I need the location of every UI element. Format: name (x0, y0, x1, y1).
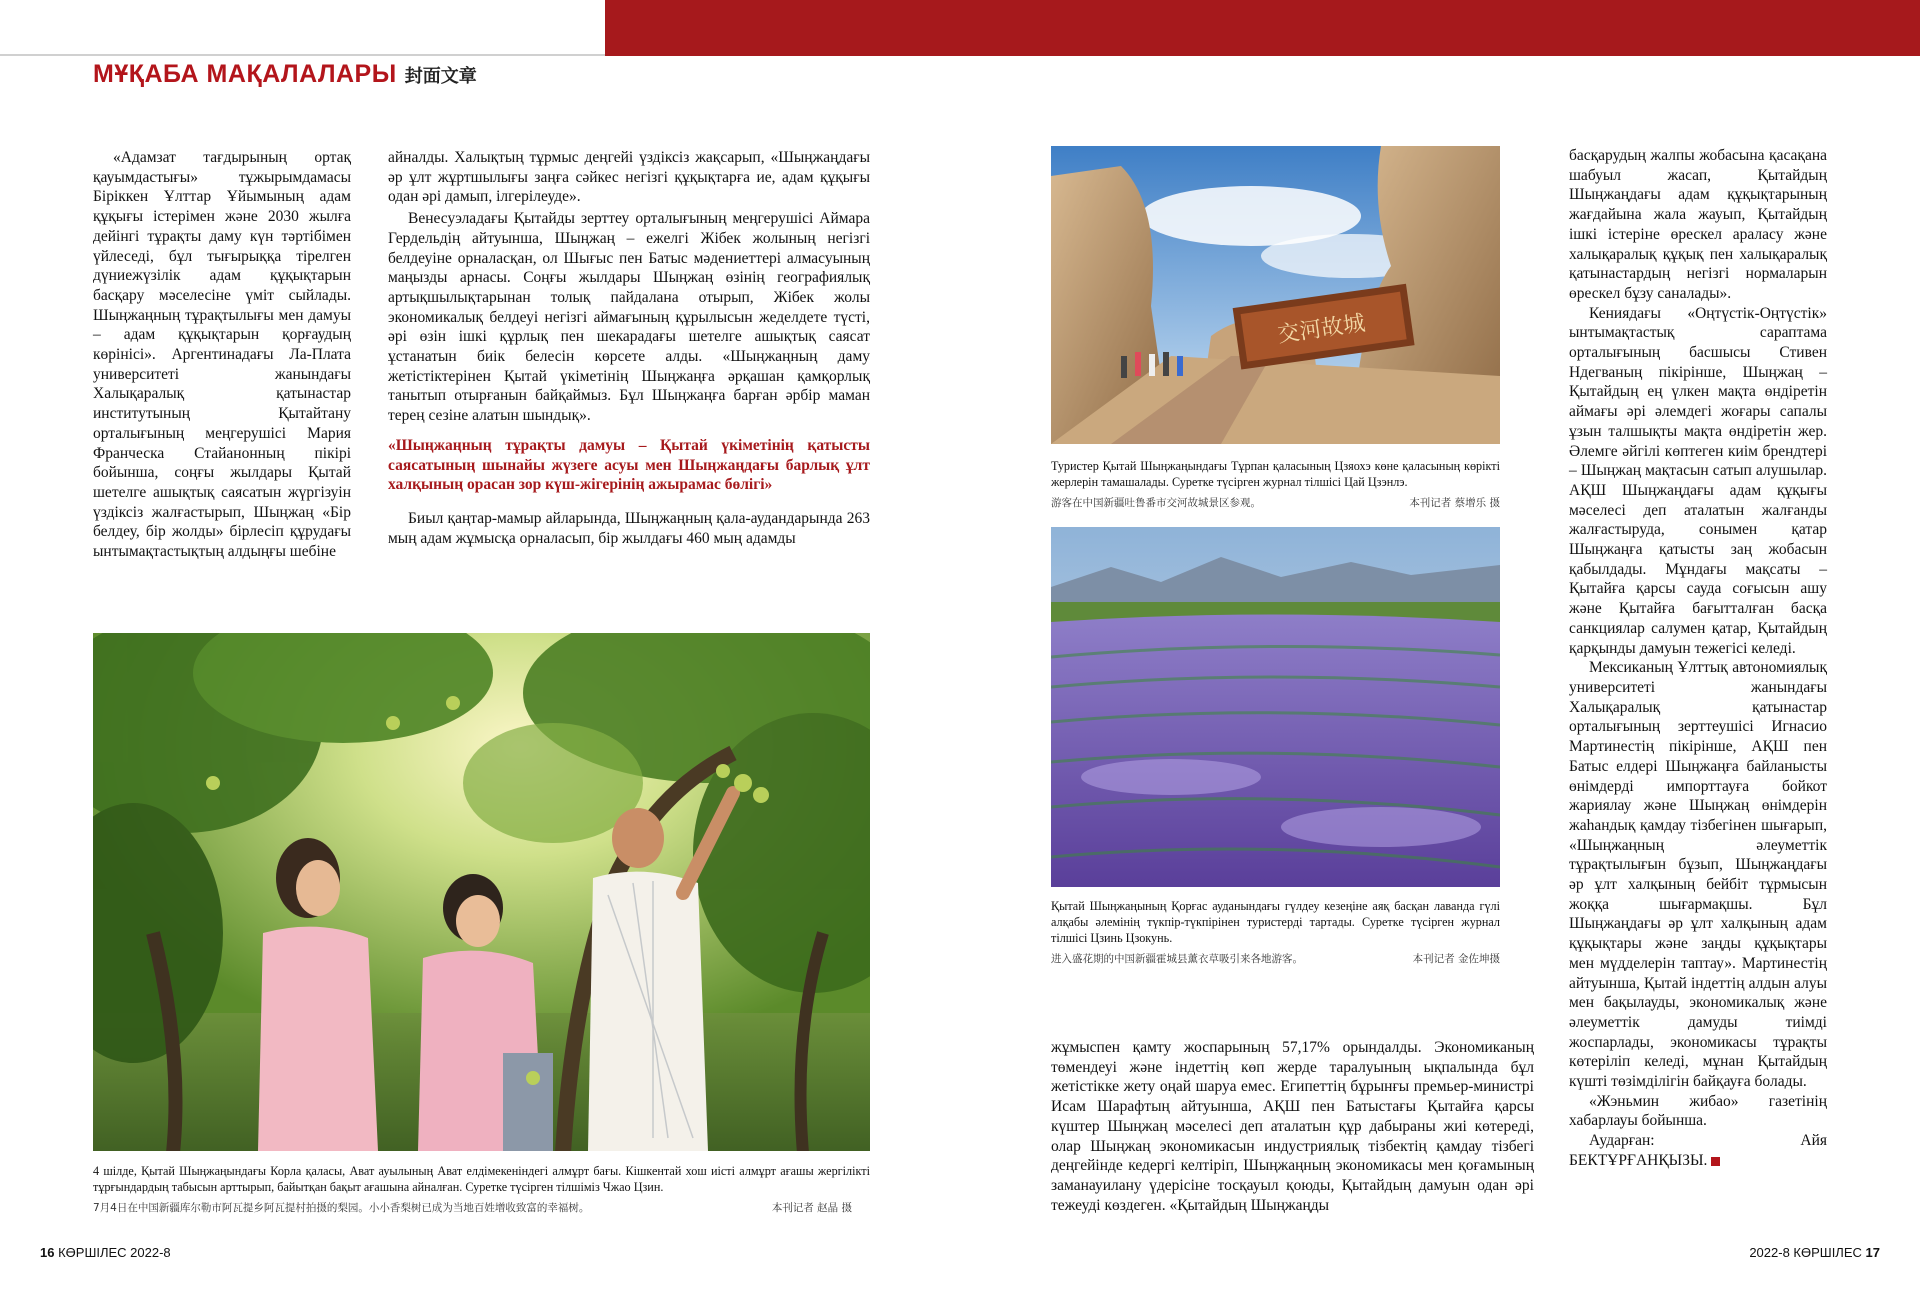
right-bottom-column (1051, 1038, 1534, 1215)
lavender-caption-zh-row (1051, 951, 1500, 967)
canyon-photo (1051, 146, 1500, 444)
lavender-photo (1051, 527, 1500, 887)
orchard-credit-zh: 本刊记者 赵晶 摄 (771, 1202, 852, 1214)
paragraph: Биыл қаңтар-мамыр айларында, Шыңжаңның қала-аудандарында 263 мың адам жұмысқа орналасып, бір жылдағы 460 мың адамды (388, 509, 870, 547)
canyon-caption-text: Туристер Қытай Шыңжаңындағы Тұрпан қаласының Цзяохэ көне қаласының көрікті жерлерін тамашалады. Суретке түсірген журнал тілшісі Цай Цзэнлэ. (1051, 459, 1500, 489)
lavender-credit-zh: 本刊记者 金佐坤摄 (1412, 953, 1500, 965)
orchard-photo (93, 633, 870, 1151)
right-folio (1749, 1245, 1880, 1260)
canyon-caption-zh: 游客在中国新疆吐鲁番市交河故城景区参观。 (1051, 497, 1261, 509)
orchard-caption-zh-row (93, 1200, 870, 1216)
header-red-band (605, 0, 1920, 56)
canyon-sign-text: 交河故城 (1276, 310, 1367, 348)
paragraph: «Адамзат тағдырының ортақ қауымдастығы» тұжырымдамасы Біріккен Ұлттар Ұйымының адам құқығы істерімен және 2030 жылға дейінгі тұрақты даму күн тәртібімен үйлеседі, бұл тығырыққа тірелген дүниежүзілік адам құқықтарын басқару мәселесіне үміт сыйлады. Шыңжаңның тұрақтылығы мен дамуы – адам құқықтарын қорғаудың көрінісі». Аргентинадағы Ла-Плата университеті жанындағы Халықаралық қатынастар институтының Қытайтану орталығының меңгерушісі Мария Франческа Стайанонның пікірі бойынша, соңғы жылдары Қытай шетелге ашықтық саясатын жүргізуін үздіксіз жалғастырып, Шыңжаң «Бір белдеу, бір жолды» бірлесіп құрудағы ынтымақтастықтың алдыңғы шебіне (93, 149, 351, 561)
section-header (93, 60, 477, 89)
end-mark (1711, 1157, 1720, 1166)
paragraph: басқарудың жалпы жобасына қасақана шабуыл жасап, Қытайдың Шыңжаңдағы адам құқықтарының жағдайына жала жауып, Қытайдың ішкі істеріне өрескел араласу және халықаралық құқық пен халықаралық қатынастардың негізгі нормаларын өрескел бұзу саналады». (1569, 147, 1827, 302)
left-magazine-issue: КӨРШІЛЕС 2022-8 (58, 1245, 171, 1260)
lavender-caption-text: Қытай Шыңжаңының Қорғас ауданындағы гүлдеу кезеңіне аяқ басқан лаванда гүлі алқабы әлемінің түкпір-түкпірінен туристерді тартады. Суретке түсірген журнал тілшісі Цзинь Цзокунь. (1051, 899, 1500, 945)
left-page-number: 16 (40, 1245, 55, 1260)
orchard-caption (93, 1163, 870, 1216)
lavender-caption (1051, 898, 1500, 967)
section-title: МҰҚАБА МАҚАЛАЛАРЫ (93, 60, 397, 88)
pull-quote: «Шыңжаңның тұрақты дамуы – Қытай үкіметінің қатысты саясатының шынайы жүзеге асуы мен Шыңжаңдағы барлық ұлт халқының орасан зор күш-жігерінің ажырамас бөлігі» (388, 436, 870, 494)
paragraph: Кениядағы «Оңтүстік-Оңтүстік» ынтымақтастық сараптама орталығының басшысы Стивен Ндегваның пікірінше, Шыңжаң – Қытайдың ең үлкен мақта өндіретін аймағы әрі әлемдегі жоғары сапалы ұзын талшықты мақта өндіретін жер. Әлемге әйгілі көптеген киім брендтері – Шыңжаң мақтасын сатып алушылар. АҚШ Шыңжаңдағы адам құқығы мәселесі деп аталатын жалғанды жалғастыруда, сонымен қатар Шыңжаңға қатысты заң жобасын қабылдады. Мұндағы мақсаты – Қытайға қарсы сауда соғысын ашу және Қытайға бағытталған басқа санкциялар салумен қатар, Қытайдың қарқынды дамуын тежегісі келеді. (1569, 304, 1827, 657)
paragraph: айналды. Халықтың тұрмыс деңгейі үздіксіз жақсарып, «Шыңжаңдағы әр ұлт жұртшылығы заңға сәйкес негізгі құқықтарға ие, адам құқығы одан әрі дамып, ілгерілеуде». (388, 149, 870, 206)
left-column-1 (93, 148, 351, 562)
paragraph: Мексиканың Ұлттық автономиялық университеті жанындағы Халықаралық қатынастар орталығының зерттеушісі Игнасио Мартинестің пікірінше, АҚШ пен Батыс елдері Шыңжаңға байланысты өнімдерді импорттауға бойкот жариялау және Шыңжаң өнімдерін жаһандық қамдау тізбегінен шығарып, «Шыңжаңның әлеуметтік тұрақтылығын бұзып, Шыңжаңдағы әр ұлт халқының бейбіт тұрмысын жоққа шығармақшы. Бұл Шыңжаңдағы әр ұлт халқының адам құқықтары және заңды құқықтары мен мүдделерін таптау». Мартинестің айтуынша, Қытай індеттің алдын алуы мен бақылауды, экономикалық және әлеуметтік дамуды тиімді жоспарлады, экономикасы тұрақты көтеріліп келеді, мұнан Қытайдың күшті төзімділігін байқауға болады. (1569, 659, 1827, 1091)
left-column-2 (388, 148, 870, 548)
paragraph: Венесуэладағы Қытайды зерттеу орталығының меңгерушісі Аймара Гердельдің айтуынша, Шыңжаң – ежелгі Жібек жолының негізгі белдеуіне орналасқан, ол Шығыс пен Батыс мәдениеттері алмасуының маңызды арнасы. Соңғы жылдары Шыңжаң өзінің географиялық артықшылықтарынан толық пайдалана отырып, Жібек жолы экономикалық белдеуі негізгі аймағының құрылысын жеделдете түсті, әрі өзін ішкі құрлық пен шекарадағы шетелге ашықтық саясат ұстанатын биік белесін көрсете алды. «Шыңжаңның даму жетістіктерінен Қытай үкіметінің Шыңжаңға әрқашан қамқорлық танытып отырғанын байқаймыз. Бұл Шыңжаңға барған әрбір маман терең сезіне алатын шындық». (388, 210, 870, 425)
paragraph: жұмыспен қамту жоспарының 57,17% орындалды. Экономиканың төмендеуі және індеттің көп жерде таралуының ықпалында бұл жетістікке жету оңай шаруа емес. Египеттің бұрынғы премьер-министрі Исам Шарафтың айтуынша, АҚШ пен Батыстағы Қытайға қарсы күштер Шыңжаң мәселесі деп аталатын құр дабыраны жиі көтереді, олар Шыңжаң экономикасын индустриялық тізбектің қамдау тізбегі деңгейінде кедергі келтіріп, Шыңжаңның экономикасы мен қоғамының заманауилану үдерісіне тосқауыл қоюды, Қытайдың дамуын одан әрі тежеуді көздеген. «Қытайдың Шыңжаңды (1051, 1039, 1534, 1214)
right-page-number: 17 (1865, 1245, 1880, 1260)
section-title-zh: 封面文章 (404, 66, 477, 87)
orchard-caption-text: 4 шілде, Қытай Шыңжаңындағы Корла қаласы, Ават ауылының Ават елдімекеніндегі алмұрт бағы. Кішкентай хош иісті алмұрт ағашы жергілікті тұрғындардың табысын арттырып, байытқан бақыт ағашына айналған. Суретке түсірген тілшіміз Чжао Цзин. (93, 1164, 870, 1194)
paragraph: «Жэньмин жибао» газетінің хабарлауы бойынша. (1569, 1092, 1827, 1130)
translator: Аударған: Айя БЕКТҰРҒАНҚЫЗЫ. (1569, 1132, 1827, 1169)
orchard-image (93, 633, 870, 1151)
header-rule (0, 54, 605, 56)
lavender-caption-zh: 进入盛花期的中国新疆霍城县薰衣草吸引来各地游客。 (1051, 953, 1303, 965)
left-folio (40, 1245, 171, 1260)
translator-line (1569, 1131, 1827, 1170)
lavender-image (1051, 527, 1500, 887)
canyon-caption-zh-row (1051, 495, 1500, 511)
orchard-caption-zh: 7月4日在中国新疆库尔勒市阿瓦提乡阿瓦提村拍摄的梨园。小小香梨树已成为当地百姓增收致富的幸福树。 (93, 1202, 590, 1214)
canyon-image (1051, 146, 1500, 444)
canyon-caption (1051, 458, 1500, 511)
right-column (1569, 146, 1827, 1171)
right-magazine-issue: 2022-8 КӨРШІЛЕС (1749, 1245, 1862, 1260)
canyon-credit-zh: 本刊记者 蔡增乐 摄 (1409, 497, 1500, 509)
